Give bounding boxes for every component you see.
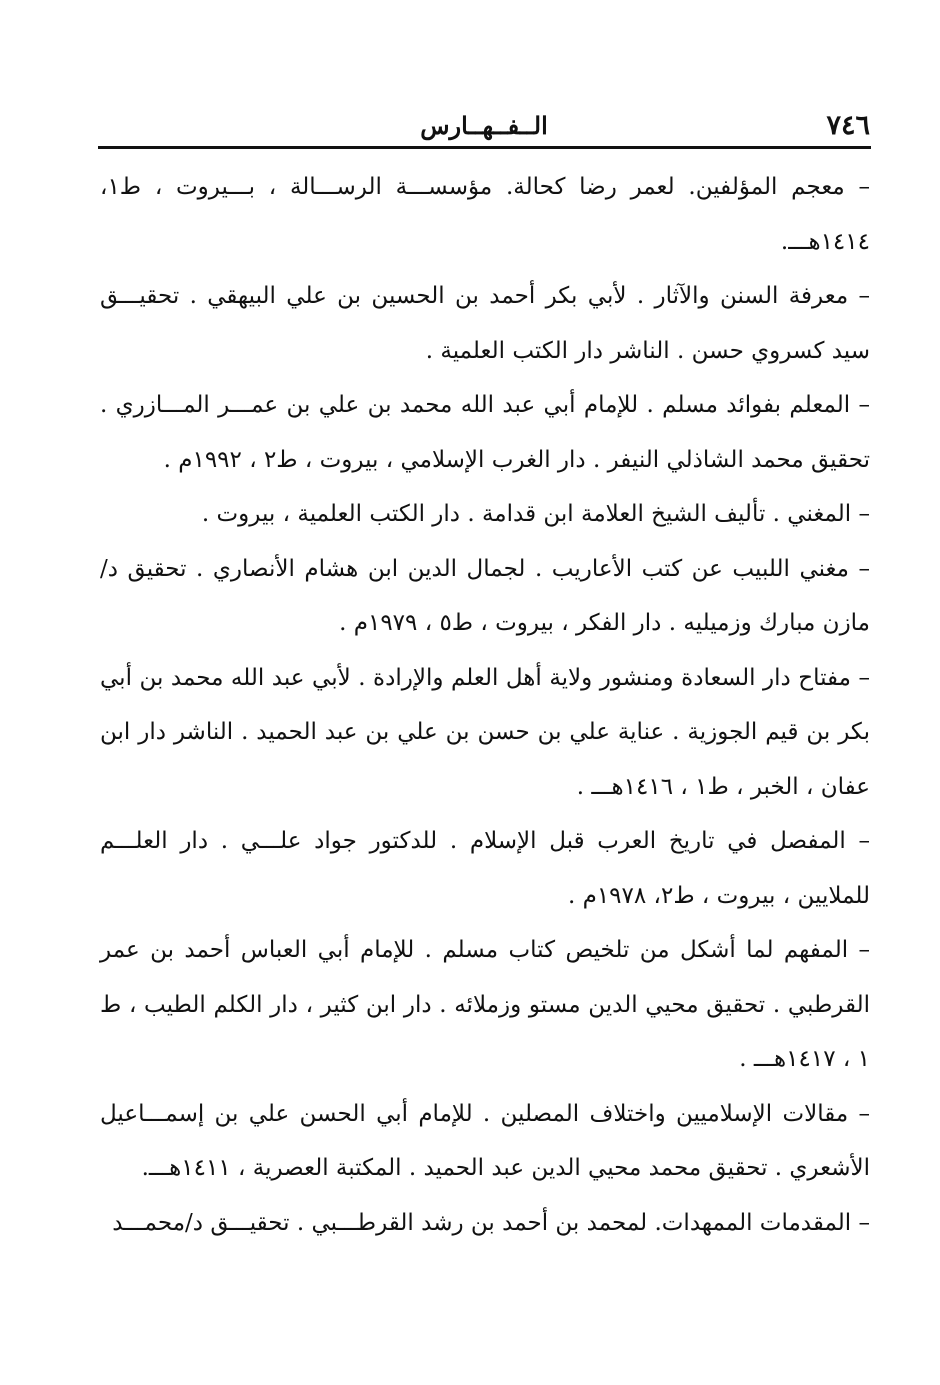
bibliography-entry: – المفهم لما أشكل من تلخيص كتاب مسلم . للإمام أبي العباس أحمد بن عمر القرطبي . تحقيق محيي الدين مستو وزملائه . دار ابن كثير ، دار الكلم الطيب ، ط ١ ، ١٤١٧هـــ .: [100, 937, 870, 1072]
bibliography-list: [100, 160, 870, 1250]
running-head: [98, 108, 870, 144]
header-rule: [98, 146, 871, 149]
bibliography-entry: – مغني اللبيب عن كتب الأعاريب . لجمال الدين ابن هشام الأنصاري . تحقيق د/ مازن مبارك وزميليه . دار الفكر ، بيروت ، ط٥ ، ١٩٧٩م .: [100, 555, 870, 636]
bibliography-entry: – المفصل في تاريخ العرب قبل الإسلام . للدكتور جواد علـــي . دار العلـــم للملايين ، بيروت ، ط٢، ١٩٧٨م .: [100, 828, 870, 909]
section-title: الــفــهــارس: [420, 111, 548, 140]
bibliography-entry: – معرفة السنن والآثار . لأبي بكر أحمد بن الحسين بن علي البيهقي . تحقيـــق سيد كسروي حسن . الناشر دار الكتب العلمية .: [100, 283, 870, 364]
bibliography-entry: – معجم المؤلفين. لعمر رضا كحالة. مؤسســـة الرســـالة ، بـــيروت ، ط١، ١٤١٤هـــ.: [100, 174, 870, 255]
bibliography-entry: – مقالات الإسلاميين واختلاف المصلين . للإمام أبي الحسن علي بن إسمـــاعيل الأشعري . تحقيق محمد محيي الدين عبد الحميد . المكتبة العصرية ، ١٤١١هـــ.: [100, 1100, 870, 1181]
bibliography-entry: – المغني . تأليف الشيخ العلامة ابن قدامة . دار الكتب العلمية ، بيروت .: [201, 501, 870, 527]
bibliography-entry: – المعلم بفوائد مسلم . للإمام أبي عبد الله محمد بن علي بن عمـــر المـــازري . تحقيق محمد الشاذلي النيفر . دار الغرب الإسلامي ، بيروت ، ط٢ ، ١٩٩٢م .: [100, 392, 870, 473]
page-number: ٧٤٦: [826, 110, 870, 141]
bibliography-entry: – مفتاح دار السعادة ومنشور ولاية أهل العلم والإرادة . لأبي عبد الله محمد بن أبي بكر بن قيم الجوزية . عناية علي بن حسن بن علي بن عبد الحميد . الناشر دار ابن عفان ، الخبر ، ط١ ، ١٤١٦هـــ .: [100, 664, 870, 800]
bibliography-entry: – المقدمات الممهدات. لمحمد بن أحمد بن رشد القرطـــبي . تحقيـــق د/محمـــد: [112, 1209, 870, 1236]
